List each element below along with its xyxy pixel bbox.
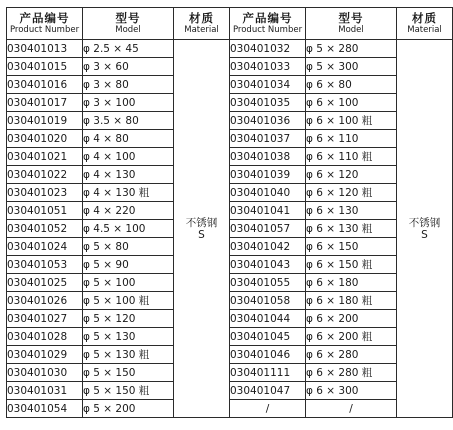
model-cell: φ 5 × 130 粗 — [83, 346, 174, 364]
model-cell: φ 6 × 130 — [306, 202, 397, 220]
product-number-cell: 030401046 — [230, 346, 306, 364]
header-cn: 型号 — [338, 10, 364, 25]
material-code: S — [421, 228, 428, 241]
model-cell: φ 6 × 200 粗 — [306, 328, 397, 346]
product-number-cell: 030401025 — [7, 274, 83, 292]
product-number-cell: / — [230, 400, 306, 418]
model-cell: φ 5 × 300 — [306, 58, 397, 76]
model-cell: φ 2.5 × 45 — [83, 40, 174, 58]
product-number-cell: 030401024 — [7, 238, 83, 256]
header-en: Model — [115, 24, 141, 35]
table-row — [7, 202, 453, 220]
model-cell: φ 6 × 110 粗 — [306, 148, 397, 166]
product-number-cell: 030401045 — [230, 328, 306, 346]
model-cell: φ 3.5 × 80 — [83, 112, 174, 130]
header-material-left — [174, 8, 230, 40]
product-number-cell: 030401111 — [230, 364, 306, 382]
model-cell: φ 4 × 100 — [83, 148, 174, 166]
table-row — [7, 328, 453, 346]
model-cell: φ 4 × 220 — [83, 202, 174, 220]
model-cell: φ 6 × 300 — [306, 382, 397, 400]
model-cell: φ 4 × 80 — [83, 130, 174, 148]
model-cell: φ 6 × 180 — [306, 274, 397, 292]
header-en: Material — [407, 24, 442, 35]
model-cell: φ 6 × 280 粗 — [306, 364, 397, 382]
model-cell: φ 6 × 130 粗 — [306, 220, 397, 238]
model-cell: φ 5 × 130 — [83, 328, 174, 346]
product-number-cell: 030401035 — [230, 94, 306, 112]
table-row — [7, 166, 453, 184]
table-row — [7, 148, 453, 166]
header-model-right — [306, 8, 397, 40]
product-spec-table — [6, 7, 453, 418]
product-number-cell: 030401013 — [7, 40, 83, 58]
header-cn: 材质 — [189, 10, 214, 25]
table-row — [7, 112, 453, 130]
product-number-cell: 030401028 — [7, 328, 83, 346]
product-number-cell: 030401033 — [230, 58, 306, 76]
material-cell-left — [174, 40, 230, 418]
product-number-cell: 030401021 — [7, 148, 83, 166]
table-row — [7, 238, 453, 256]
product-number-cell: 030401041 — [230, 202, 306, 220]
model-cell: φ 6 × 110 — [306, 130, 397, 148]
model-cell: φ 5 × 120 — [83, 310, 174, 328]
product-number-cell: 030401029 — [7, 346, 83, 364]
model-cell: φ 6 × 100 粗 — [306, 112, 397, 130]
model-cell: φ 6 × 200 — [306, 310, 397, 328]
product-number-cell: 030401030 — [7, 364, 83, 382]
product-number-cell: 030401019 — [7, 112, 83, 130]
model-cell: φ 3 × 60 — [83, 58, 174, 76]
table-row — [7, 184, 453, 202]
model-cell: / — [306, 400, 397, 418]
product-number-cell: 030401032 — [230, 40, 306, 58]
header-model-left — [83, 8, 174, 40]
material-code: S — [198, 228, 205, 241]
product-number-cell: 030401055 — [230, 274, 306, 292]
model-cell: φ 5 × 100 — [83, 274, 174, 292]
table-row — [7, 364, 453, 382]
table-row — [7, 76, 453, 94]
header-cn: 材质 — [412, 10, 437, 25]
product-number-cell: 030401026 — [7, 292, 83, 310]
table-row — [7, 40, 453, 58]
material-name: 不锈钢 — [185, 216, 218, 229]
header-en: Product Number — [9, 24, 80, 35]
material-cell-right — [397, 40, 453, 418]
product-number-cell: 030401020 — [7, 130, 83, 148]
model-cell: φ 6 × 150 粗 — [306, 256, 397, 274]
table-row — [7, 346, 453, 364]
header-cn: 产品编号 — [242, 10, 293, 25]
product-number-cell: 030401015 — [7, 58, 83, 76]
header-en: Material — [184, 24, 219, 35]
model-cell: φ 6 × 100 — [306, 94, 397, 112]
model-cell: φ 6 × 280 — [306, 346, 397, 364]
header-cn: 型号 — [115, 10, 141, 25]
model-cell: φ 4 × 130 — [83, 166, 174, 184]
product-number-cell: 030401042 — [230, 238, 306, 256]
product-number-cell: 030401044 — [230, 310, 306, 328]
model-cell: φ 5 × 280 — [306, 40, 397, 58]
product-number-cell: 030401039 — [230, 166, 306, 184]
model-cell: φ 3 × 80 — [83, 76, 174, 94]
model-cell: φ 6 × 80 — [306, 76, 397, 94]
header-row — [7, 8, 453, 40]
product-number-cell: 030401057 — [230, 220, 306, 238]
model-cell: φ 5 × 100 粗 — [83, 292, 174, 310]
product-number-cell: 030401040 — [230, 184, 306, 202]
table-row — [7, 274, 453, 292]
header-product-number-left — [7, 8, 83, 40]
table-row — [7, 130, 453, 148]
header-material-right — [397, 8, 453, 40]
model-cell: φ 6 × 150 — [306, 238, 397, 256]
product-number-cell: 030401022 — [7, 166, 83, 184]
product-number-cell: 030401054 — [7, 400, 83, 418]
product-number-cell: 030401031 — [7, 382, 83, 400]
product-number-cell: 030401051 — [7, 202, 83, 220]
model-cell: φ 6 × 120 粗 — [306, 184, 397, 202]
model-cell: φ 5 × 150 粗 — [83, 382, 174, 400]
model-cell: φ 6 × 180 粗 — [306, 292, 397, 310]
product-number-cell: 030401037 — [230, 130, 306, 148]
table-row — [7, 94, 453, 112]
product-number-cell: 030401023 — [7, 184, 83, 202]
table-row — [7, 400, 453, 418]
spec-table-body — [7, 8, 453, 418]
table-row — [7, 256, 453, 274]
material-name: 不锈钢 — [408, 216, 441, 229]
product-number-cell: 030401016 — [7, 76, 83, 94]
product-number-cell: 030401034 — [230, 76, 306, 94]
product-number-cell: 030401047 — [230, 382, 306, 400]
header-cn: 产品编号 — [19, 10, 70, 25]
header-en: Product Number — [232, 24, 303, 35]
product-number-cell: 030401052 — [7, 220, 83, 238]
product-number-cell: 030401053 — [7, 256, 83, 274]
table-row — [7, 292, 453, 310]
product-number-cell: 030401027 — [7, 310, 83, 328]
product-number-cell: 030401038 — [230, 148, 306, 166]
product-number-cell: 030401058 — [230, 292, 306, 310]
table-row — [7, 310, 453, 328]
model-cell: φ 5 × 90 — [83, 256, 174, 274]
table-row — [7, 220, 453, 238]
product-number-cell: 030401043 — [230, 256, 306, 274]
model-cell: φ 4 × 130 粗 — [83, 184, 174, 202]
model-cell: φ 5 × 80 — [83, 238, 174, 256]
model-cell: φ 5 × 150 — [83, 364, 174, 382]
table-row — [7, 382, 453, 400]
model-cell: φ 5 × 200 — [83, 400, 174, 418]
product-number-cell: 030401036 — [230, 112, 306, 130]
model-cell: φ 4.5 × 100 — [83, 220, 174, 238]
product-number-cell: 030401017 — [7, 94, 83, 112]
model-cell: φ 3 × 100 — [83, 94, 174, 112]
table-row — [7, 58, 453, 76]
model-cell: φ 6 × 120 — [306, 166, 397, 184]
header-product-number-right — [230, 8, 306, 40]
header-en: Model — [338, 24, 364, 35]
